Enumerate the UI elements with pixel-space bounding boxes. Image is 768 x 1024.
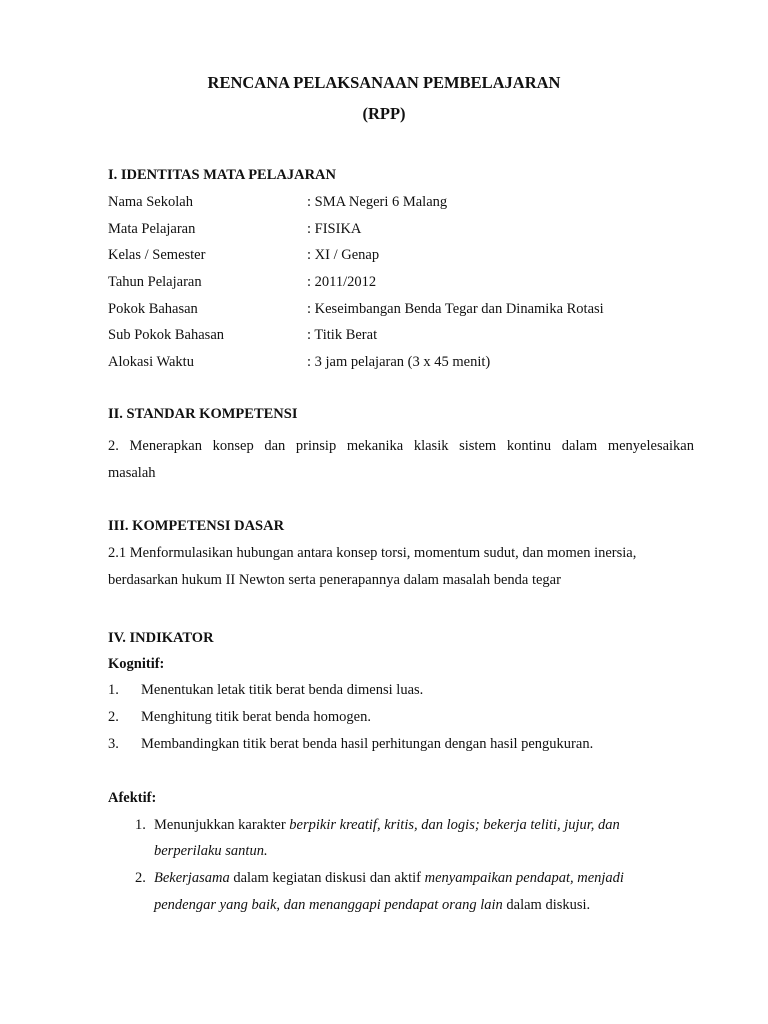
identity-value: : 3 jam pelajaran (3 x 45 menit) — [307, 354, 491, 370]
identity-value: : SMA Negeri 6 Malang — [307, 194, 448, 210]
item-text — [154, 843, 268, 860]
identity-value: : Titik Berat — [307, 327, 378, 343]
kognitif-label: Kognitif: — [108, 656, 165, 672]
item-text-italic: Bekerjasama — [154, 870, 230, 886]
identity-key: Nama Sekolah — [108, 194, 193, 210]
item-text-part: Menunjukkan karakter — [154, 817, 290, 833]
item-number: 2. — [108, 709, 119, 725]
kompetensi-text-line: berdasarkan hukum II Newton serta penerapannya dalam masalah benda tegar — [108, 572, 561, 588]
identity-row — [108, 247, 708, 267]
kompetensi-text-line: 2.1 Menformulasikan hubungan antara konsep torsi, momentum sudut, dan momen inersia, — [108, 545, 637, 561]
item-text — [154, 897, 590, 914]
section-standar-heading: II. STANDAR KOMPETENSI — [108, 406, 298, 422]
section-identitas-heading: I. IDENTITAS MATA PELAJARAN — [108, 167, 336, 183]
item-number: 1. — [135, 817, 146, 833]
item-text-italic: menyampaikan pendapat, menjadi — [424, 870, 624, 886]
identity-value: : Keseimbangan Benda Tegar dan Dinamika Rotasi — [307, 301, 604, 317]
afektif-label: Afektif: — [108, 790, 157, 806]
item-text-italic: pendengar yang baik, dan menanggapi pendapat orang lain — [154, 897, 503, 913]
section-kompetensi-heading: III. KOMPETENSI DASAR — [108, 518, 285, 534]
identity-key: Mata Pelajaran — [108, 221, 196, 237]
identity-key: Tahun Pelajaran — [108, 274, 202, 290]
identity-row — [108, 354, 708, 374]
document-subtitle: (RPP) — [362, 104, 406, 123]
standar-text-line: masalah — [108, 465, 156, 481]
document-title: RENCANA PELAKSANAAN PEMBELAJARAN — [207, 73, 561, 92]
identity-row — [108, 301, 708, 321]
item-text-italic: berpikir kreatif, kritis, dan logis; bekerja teliti, jujur, dan — [289, 817, 620, 833]
item-text: Menentukan letak titik berat benda dimensi luas. — [141, 682, 424, 698]
identity-key: Sub Pokok Bahasan — [108, 327, 224, 343]
item-text-part: dalam kegiatan diskusi dan aktif — [229, 870, 425, 886]
identity-value: : 2011/2012 — [307, 274, 377, 290]
section-indikator-heading: IV. INDIKATOR — [108, 630, 214, 646]
item-text: Menghitung titik berat benda homogen. — [141, 709, 371, 725]
identity-key: Pokok Bahasan — [108, 301, 198, 317]
identity-row — [108, 274, 708, 294]
item-number: 2. — [135, 870, 146, 886]
identity-value: : FISIKA — [307, 221, 362, 237]
identity-row — [108, 194, 708, 214]
item-text-part: dalam diskusi. — [502, 897, 591, 913]
identity-row — [108, 221, 708, 241]
standar-text-line: 2. Menerapkan konsep dan prinsip mekanika klasik sistem kontinu dalam menyelesaikan — [108, 438, 694, 454]
identity-key: Kelas / Semester — [108, 247, 206, 263]
item-text: Membandingkan titik berat benda hasil perhitungan dengan hasil pengukuran. — [141, 736, 594, 752]
identity-value: : XI / Genap — [307, 247, 380, 263]
item-number: 3. — [108, 736, 119, 752]
item-text — [154, 817, 620, 834]
identity-key: Alokasi Waktu — [108, 354, 194, 370]
item-text-italic: berperilaku santun. — [154, 843, 268, 859]
identity-row — [108, 327, 708, 347]
item-text — [154, 870, 624, 887]
item-number: 1. — [108, 682, 119, 698]
